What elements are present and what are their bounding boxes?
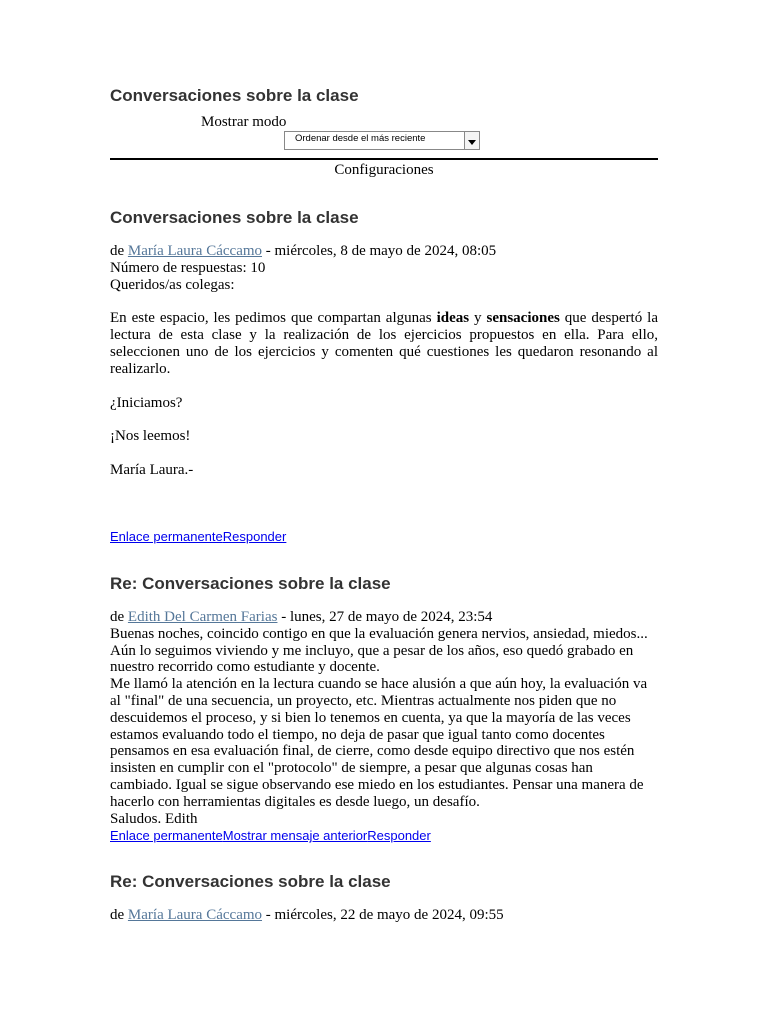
reply-title: Re: Conversaciones sobre la clase — [110, 872, 391, 891]
post-byline — [110, 609, 658, 626]
post-greeting: Queridos/as colegas: — [110, 276, 235, 293]
byline-prefix: de — [110, 907, 125, 923]
post-signature: Saludos. Edith — [110, 810, 198, 827]
reply-link[interactable]: Responder — [222, 529, 287, 544]
author-link[interactable]: María Laura Cáccamo — [127, 243, 263, 259]
post-byline — [110, 907, 658, 924]
reply-link[interactable]: Responder — [367, 828, 431, 843]
chevron-down-icon[interactable] — [464, 132, 479, 149]
sort-select-value: Ordenar desde el más reciente — [295, 133, 426, 144]
body-text: y — [469, 310, 487, 327]
post-date: - miércoles, 8 de mayo de 2024, 08:05 — [262, 243, 497, 259]
body-text: En este espacio, les pedimos que compartan algunas — [110, 310, 437, 327]
byline-prefix: de — [110, 609, 125, 625]
author-link[interactable]: María Laura Cáccamo — [127, 907, 263, 923]
settings-link[interactable]: Configuraciones — [334, 162, 434, 178]
post-body-paragraph: ¡Nos leemos! — [110, 428, 191, 445]
sort-select[interactable] — [284, 131, 480, 150]
post-title: Conversaciones sobre la clase — [110, 208, 359, 227]
post-date: - miércoles, 22 de mayo de 2024, 09:55 — [262, 907, 504, 923]
post-body-paragraph: Me llamó la atención en la lectura cuando se hace alusión a que aún hoy, la evaluación va al "final" de una secuencia, un proyecto, etc. Mientras actualmente nos piden que no descuidemos el proceso, y si bien lo tenemos en cuenta, ya que la mayoría de las veces estamos evaluando todo el tiempo, no deja de pasar que igual tanto como docentes pensamos en esa evaluación final, de cierre, como desde equipo directivo que nos estén insisten en cumplir con el "protocolo" de siempre, a pesar que algunas cosas han cambiado. Igual se sigue observando ese miedo en los estudiantes. Pensar una manera de hacerlo con herramientas digitales es desde luego, un desafío. — [110, 676, 648, 810]
post-byline — [110, 243, 658, 260]
author-link[interactable]: Edith Del Carmen Farias — [127, 609, 278, 625]
body-bold: sensaciones — [486, 310, 560, 327]
post-actions — [110, 529, 286, 544]
body-bold: ideas — [436, 310, 470, 327]
post-actions — [110, 828, 431, 843]
post-reply — [110, 907, 658, 924]
display-mode-label: Mostrar modo — [201, 114, 287, 130]
byline-prefix: de — [110, 243, 125, 259]
divider — [110, 158, 658, 160]
permalink-link[interactable]: Enlace permanente — [110, 529, 223, 544]
replies-count: Número de respuestas: 10 — [110, 259, 266, 276]
page-title: Conversaciones sobre la clase — [110, 86, 359, 105]
post-reply — [110, 609, 658, 827]
post-signature: María Laura.- — [110, 462, 194, 479]
post-discussion — [110, 243, 658, 479]
post-date: - lunes, 27 de mayo de 2024, 23:54 — [277, 609, 493, 625]
permalink-link[interactable]: Enlace permanente — [110, 828, 223, 843]
post-body-paragraph: ¿Iniciamos? — [110, 394, 183, 411]
body-text: que despertó la lectura de esta clase y la realización de los ejercicios propuestos en ella. Para ello, seleccionen uno de los ejercicios y comenten qué cuestiones les quedaron resonando al realizarlo. — [110, 310, 658, 377]
post-body-paragraph: Buenas noches, coincido contigo en que la evaluación genera nervios, ansiedad, miedos... Aún lo seguimos viviendo y me incluyo, que a pesar de los años, eso quedó grabado en nuestro recorrido como estudiante y docente. — [110, 625, 648, 676]
reply-title: Re: Conversaciones sobre la clase — [110, 574, 391, 593]
show-parent-link[interactable]: Mostrar mensaje anterior — [222, 828, 368, 843]
post-body-paragraph — [110, 310, 658, 377]
